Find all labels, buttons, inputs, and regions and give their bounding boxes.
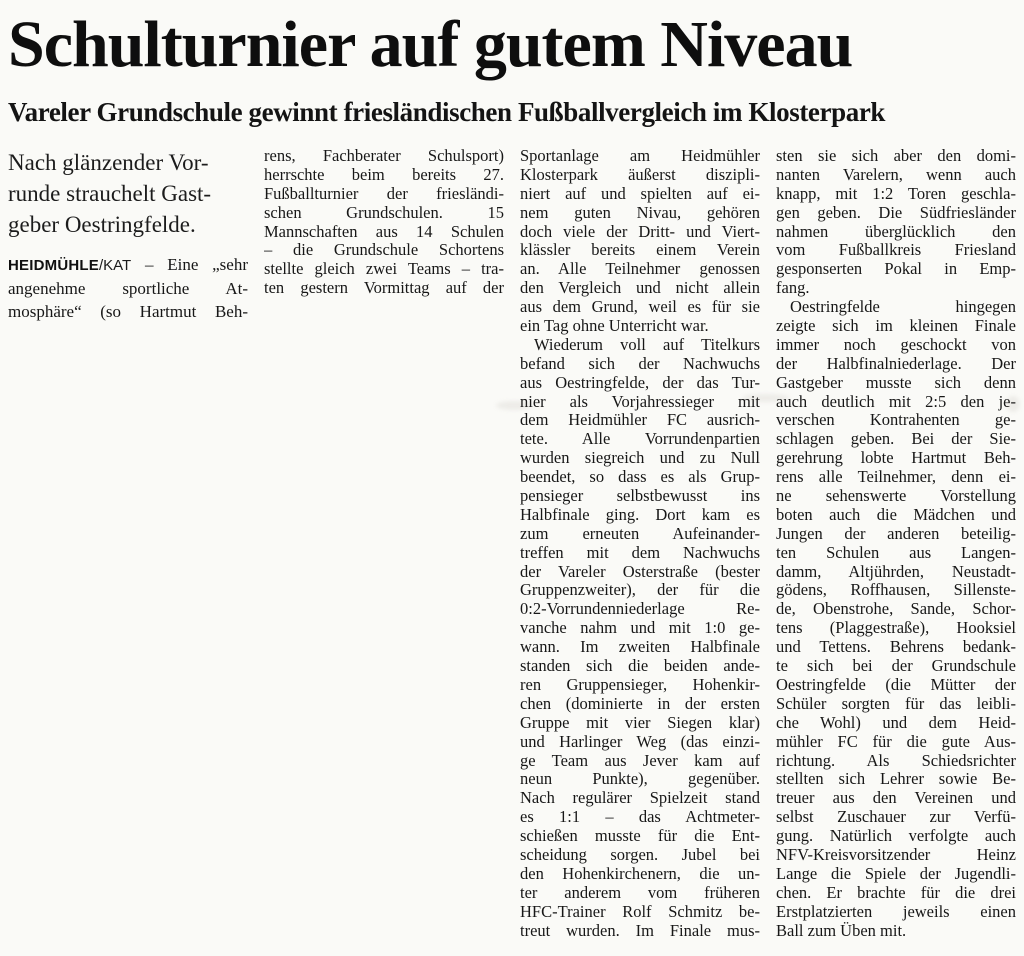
text-line: und Harlinger Weg (das einzi- [520,732,760,751]
text-line: angenehme sportliche At- [8,278,248,298]
body-paragraph [8,253,248,324]
text-line: mosphäre“ (so Hartmut Beh- [8,302,248,322]
text-line: treffen mit dem Nachwuchs [520,543,760,562]
text-line: Nach glänzender Vor- [8,150,209,175]
text-line: Oestringfelde (die Mütter der [776,675,1016,694]
article-headline: Schulturnier auf gutem Niveau [8,8,853,81]
text-line: herrschte beim bereits 27. [264,165,504,184]
text-line: vanche nahm und mit 1:0 ge- [520,619,760,638]
text-line: den Hohenkirchenern, die un- [520,864,760,883]
text-line: treuer aus den Vereinen und [776,789,1016,808]
text-line: gerehrung lobte Hartmut Beh- [776,449,1016,468]
text-line: runde strauchelt Gast- [8,181,212,206]
text-line: chen (dominierte in der ersten [520,694,760,713]
text-line: Wiederum voll auf Titelkurs [534,335,760,354]
text-line: NFV-Kreisvorsitzender Heinz [776,845,1016,864]
text-line: geber Oestringfelde. [8,212,196,237]
article-columns [8,147,1016,940]
text-line: selbst Zuschauer zur Verfü- [776,808,1016,827]
body-paragraph [776,298,1016,940]
text-line: ren Gruppensieger, Hohenkir- [520,675,760,694]
article-column-2 [264,147,504,940]
dateline: HEIDMÜHLE [8,257,99,274]
text-line: damm, Altjührden, Neustadt- [776,562,1016,581]
text-line: Nach regulärer Spielzeit stand [520,789,760,808]
text-line: Erstplatzierten jeweils einen [776,902,1016,921]
text-line: scheidung sorgen. Jubel bei [520,845,760,864]
text-line: rens alle Teilnehmer, denn ei- [776,468,1016,487]
text-line: – die Grundschule Schortens [264,241,504,260]
text-line: Klosterpark äußerst diszipli- [520,165,760,184]
text-line: zeigte sich im kleinen Finale [776,317,1016,336]
text-line: standen sich die beiden ande- [520,657,760,676]
text-line: de, Obenstrohe, Sande, Schor- [776,600,1016,619]
body-paragraph [520,336,760,941]
text-line: Lange die Spiele der Jugendli- [776,864,1016,883]
text-line: Halbfinale ging. Dort kam es [520,505,760,524]
text-line: immer noch geschockt von [776,335,1016,354]
author-credit: /KAT [98,257,132,274]
article-column-3 [520,147,760,940]
text-line: rens, Fachberater Schulsport) [264,147,504,165]
text-line: Gruppenzweiter), der für die [520,581,760,600]
text-line: an. Alle Teilnehmer genossen [520,260,760,279]
text-line: gen geben. Die Südfriesländer [776,203,1016,222]
text-line: wann. Im zweiten Halbfinale [520,638,760,657]
text-line: dem Heidmühler FC ausrich- [520,411,760,430]
text-line: Mannschaften aus 14 Schulen [264,222,504,241]
text-line: sten sie sich aber den domi- [776,147,1016,165]
text-line: nanten Varelern, wenn auch [776,165,1016,184]
text-line: wurden siegreich und zu Null [520,449,760,468]
article-column-4 [776,147,1016,940]
lead-paragraph [8,147,248,240]
text-line: Jungen der anderen beteilig- [776,524,1016,543]
text-line: richtung. Als Schiedsrichter [776,751,1016,770]
text-line: klässler bereits einem Verein [520,241,760,260]
text-line: ein Tag ohne Unterricht war. [520,317,709,336]
text-line: ge Team aus Jever kam auf [520,751,760,770]
text-line: Sportanlage am Heidmühler [520,147,760,165]
text-line: zum erneuten Aufeinander- [520,524,760,543]
text-line: Gruppe mit vier Siegen klar) [520,713,760,732]
body-paragraph [776,147,1016,298]
text-line: ten gestern Vormittag auf der [264,279,504,298]
article-subheadline: Vareler Grundschule gewinnt friesländischen Fußballvergleich im Klosterpark [8,97,886,127]
text-line: Schüler sorgten für das leibli- [776,694,1016,713]
text-line: stellten sich Lehrer sowie Be- [776,770,1016,789]
text-line: gung. Natürlich verfolgte auch [776,827,1016,846]
text-line: Fußballturnier der friesländi- [264,184,504,203]
text-run: – Eine „sehr [131,255,248,274]
text-line: es 1:1 – das Achtmeter- [520,808,760,827]
text-line: boten auch die Mädchen und [776,505,1016,524]
text-line: der Halbfinalniederlage. Der [776,354,1016,373]
text-line: gödens, Roffhausen, Sillenste- [776,581,1016,600]
text-line: Ball zum Üben mit. [776,921,907,940]
text-line: aus Oestringfelde, der das Tur- [520,373,760,392]
text-line: gesponserten Pokal in Emp- [776,260,1016,279]
text-line: ter anderem vom früheren [520,883,760,902]
text-line: doch viele der Dritt- und Viert- [520,222,760,241]
text-line: tete. Alle Vorrundenpartien [520,430,760,449]
text-line: mühler FC für die gute Aus- [776,732,1016,751]
text-line: 0:2-Vorrundenniederlage Re- [520,600,760,619]
text-line: niert auf und spielten auf ei- [520,184,760,203]
text-line: tens (Plaggestraße), Hooksiel [776,619,1016,638]
text-line: verschen Kontrahenten ge- [776,411,1016,430]
text-line: pensieger selbstbewusst ins [520,487,760,506]
text-line: schlagen geben. Bei der Sie- [776,430,1016,449]
text-line: den Vergleich und nicht allein [520,279,760,298]
text-line: ne sehenswerte Vorstellung [776,487,1016,506]
text-line: te sich bei der Grundschule [776,657,1016,676]
text-line: HFC-Trainer Rolf Schmitz be- [520,902,760,921]
text-line: fang. [776,279,810,298]
text-line: knapp, mit 1:2 Toren geschla- [776,184,1016,203]
body-paragraph [520,147,760,336]
text-line: schen Grundschulen. 15 [264,203,504,222]
text-line: auch deutlich mit 2:5 den je- [776,392,1016,411]
text-line: Gastgeber musste sich denn [776,373,1016,392]
text-line: treut wurden. Im Finale mus- [520,921,760,940]
text-line: stellte gleich zwei Teams – tra- [264,260,504,279]
text-line: beendet, so dass es als Grup- [520,468,760,487]
dateline-line [8,253,248,277]
article-column-1 [8,147,248,940]
body-paragraph [264,147,504,298]
text-line: chen. Er brachte für die drei [776,883,1016,902]
text-line: nem guten Nivau, gehören [520,203,760,222]
text-line: schießen musste für die Ent- [520,827,760,846]
text-line: neun Punkte), gegenüber. [520,770,760,789]
text-line: der Vareler Osterstraße (bester [520,562,760,581]
text-line: che Wohl) und dem Heid- [776,713,1016,732]
text-line: aus dem Grund, weil es für sie [520,298,760,317]
text-line: vom Fußballkreis Friesland [776,241,1016,260]
text-line: nier als Vorjahressieger mit [520,392,760,411]
text-line: und Tettens. Behrens bedank- [776,638,1016,657]
text-line: nahmen überglücklich den [776,222,1016,241]
text-line: Oestringfelde hingegen [790,298,1016,317]
text-line: befand sich der Nachwuchs [520,354,760,373]
text-line: ten Schulen aus Langen- [776,543,1016,562]
